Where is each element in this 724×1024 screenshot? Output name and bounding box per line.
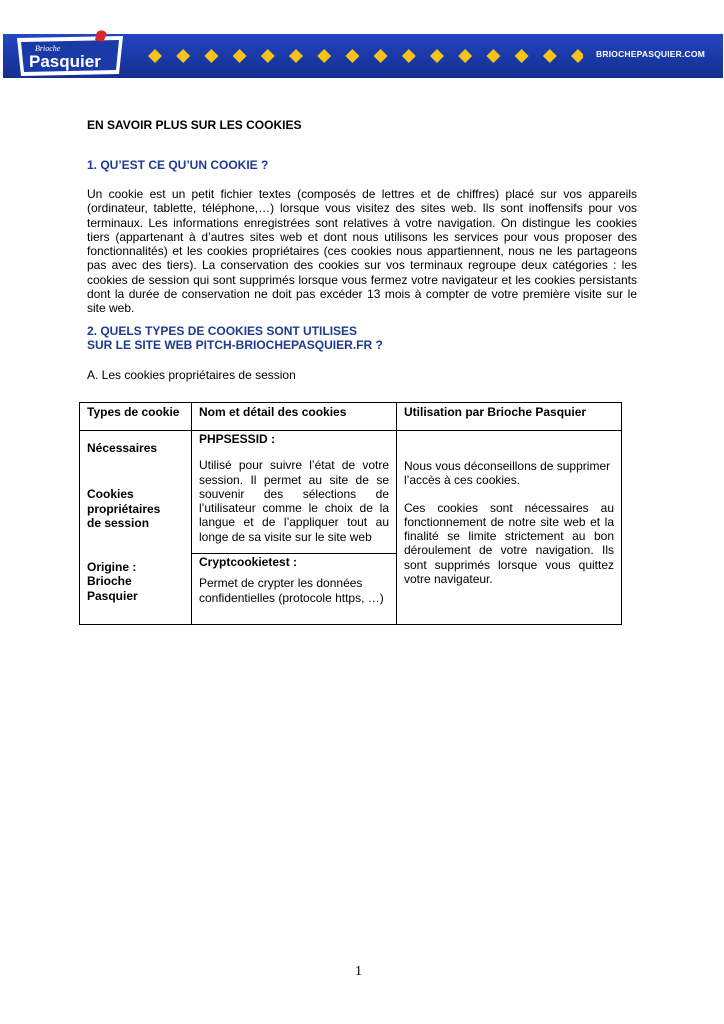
section1-title: 1. QU’EST CE QU’UN COOKIE ? — [87, 158, 269, 172]
svg-text:Pasquier: Pasquier — [29, 52, 101, 71]
cookie-origin: Origine : Brioche Pasquier — [87, 560, 138, 603]
table-header-row — [80, 403, 622, 431]
cookie-name-phpsessid: PHPSESSID : — [199, 432, 276, 446]
diamond-icon — [515, 49, 529, 63]
site-url[interactable]: BRIOCHEPASQUIER.COM — [596, 49, 705, 59]
page-title: EN SAVOIR PLUS SUR LES COOKIES — [87, 118, 302, 132]
usage-paragraph-1: Nous vous déconseillons de supprimer l’accès à ces cookies. — [404, 459, 611, 488]
header-cell-usage: Utilisation par Brioche Pasquier — [397, 403, 622, 431]
diamond-icon — [543, 49, 557, 63]
diamond-icon — [289, 49, 303, 63]
diamond-icon — [374, 49, 388, 63]
diamond-icon — [148, 49, 162, 63]
diamond-icon — [345, 49, 359, 63]
diamond-icon — [317, 49, 331, 63]
diamond-pattern — [143, 34, 583, 78]
diamond-icon — [430, 49, 444, 63]
diamond-icon — [176, 49, 190, 63]
diamond-icon — [204, 49, 218, 63]
section2-title — [87, 324, 383, 352]
section2-title-line1: 2. QUELS TYPES DE COOKIES SONT UTILISES — [87, 324, 358, 338]
svg-text:Brioche: Brioche — [35, 44, 61, 53]
section1-paragraph: Un cookie est un petit fichier textes (composés de lettres et de chiffres) placé sur vos appareils (ordinateur, tablette, téléphone,…) lorsque vous visitez des sites web. Ils sont inoffensifs pour vos terminaux. Les informations enregistrées sont relatives à votre navigation. On distingue les cookies tiers (appartenant à d’autres sites web et dont nous utilisons les services pour vous proposer des fonctionnalités) et les cookies propriétaires (ces cookies nous appartiennent, nous ne les partageons pas avec des tiers). La conservation des cookies sur vos terminaux regroupe deux catégories : les cookies de session qui sont supprimés lorsque vous fermez votre navigateur et les cookies persistants dont la durée de conservation ne doit pas excéder 13 mois à compter de votre première visite sur le site web. — [87, 187, 637, 316]
cookie-crypt-cell — [192, 554, 397, 625]
cookie-name-cryptcookietest: Cryptcookietest : — [199, 555, 298, 569]
diamond-icon — [486, 49, 500, 63]
table-row — [80, 431, 622, 554]
diamond-icon — [261, 49, 275, 63]
cookie-type-session: Cookies propriétaires de session — [87, 487, 161, 530]
subsection-title: A. Les cookies propriétaires de session — [87, 368, 296, 382]
cookie-type-necessaires: Nécessaires — [87, 441, 158, 455]
cookie-type-cell — [80, 431, 192, 625]
usage-paragraph-2: Ces cookies sont nécessaires au fonctionnement de notre site web et la finalité se limite strictement au bon déroulement de votre navigation. Ils sont supprimés lorsque vous quittez votre navigateur. — [404, 500, 614, 587]
cookie-usage-cell — [397, 431, 622, 625]
header-cell-name: Nom et détail des cookies — [192, 403, 397, 431]
cookie-detail-cryptcookietest: Permet de crypter les données confidentielles (protocole https, …) — [199, 576, 384, 605]
cookies-table — [79, 402, 622, 625]
section2-title-line2: SUR LE SITE WEB PITCH-BRIOCHEPASQUIER.FR ? — [87, 338, 383, 352]
cookie-detail-phpsessid: Utilisé pour suivre l’état de votre session. Il permet au site de se souvenir des sélections de l’utilisateur comme le choix de la langue et de l’appliquer tout au longe de sa visite sur le site web — [199, 458, 389, 544]
header-banner — [3, 34, 723, 78]
page-number: 1 — [355, 964, 362, 979]
header-cell-type: Types de cookie — [80, 403, 192, 431]
diamond-icon — [233, 49, 247, 63]
diamond-icon — [402, 49, 416, 63]
brioche-pasquier-logo — [11, 30, 129, 80]
diamond-icon — [571, 49, 583, 63]
cookie-phpsessid-cell — [192, 431, 397, 554]
diamond-icon — [458, 49, 472, 63]
